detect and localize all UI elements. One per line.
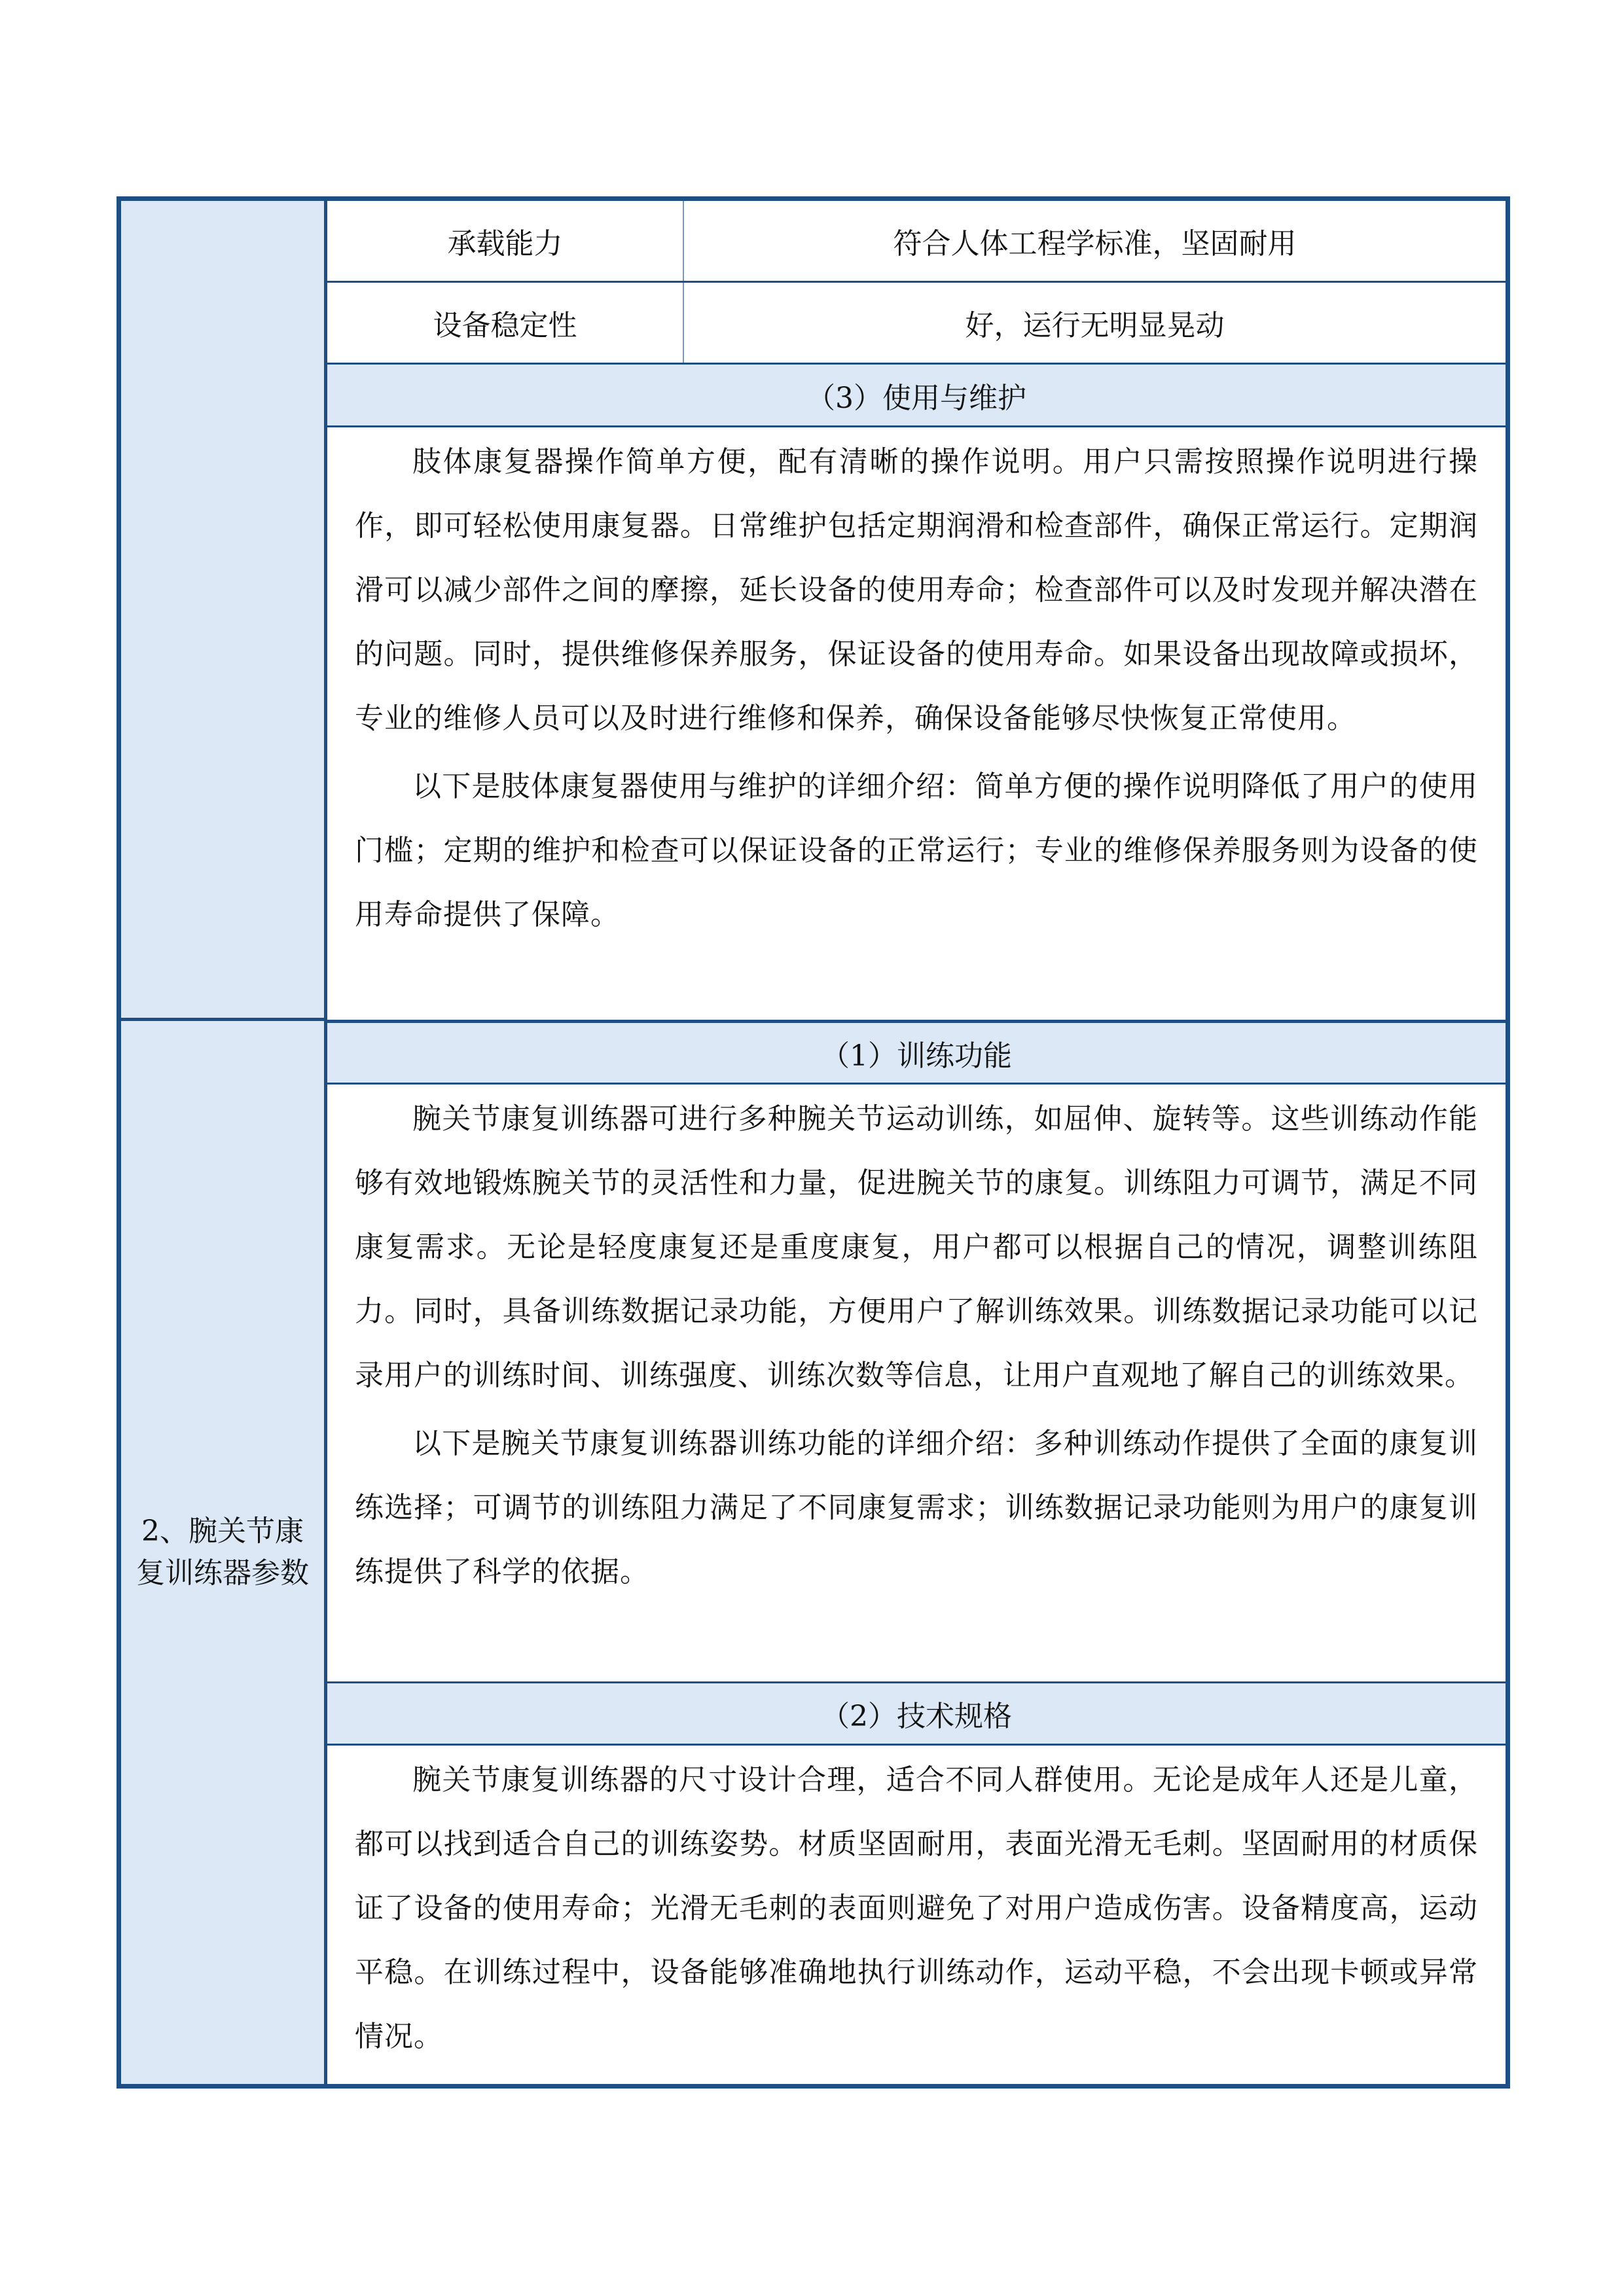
paragraph: 腕关节康复训练器可进行多种腕关节运动训练，如屈伸、旋转等。这些训练动作能够有效地锻炼腕关节的灵活性和力量，促进腕关节的康复。训练阻力可调节，满足不同康复需求。无论是轻度康复还是重度康复，用户都可以根据自己的情况，调整训练阻力。同时，具备训练数据记录功能，方便用户了解训练效果。训练数据记录功能可以记录用户的训练时间、训练强度、训练次数等信息，让用户直观地了解自己的训练效果。 — [355, 1102, 1478, 1392]
section-header-use-maintenance: （3）使用与维护 — [327, 365, 1506, 427]
training-body — [327, 1087, 1506, 1604]
section-header-training: （1）训练功能 — [327, 1023, 1506, 1085]
use-maintenance-body — [327, 430, 1506, 947]
spec-row-stability — [327, 283, 1506, 365]
paragraph: 腕关节康复训练器的尺寸设计合理，适合不同人群使用。无论是成年人还是儿童，都可以找到适合自己的训练姿势。材质坚固耐用，表面光滑无毛刺。坚固耐用的材质保证了设备的使用寿命；光滑无毛刺的表面则避免了对用户造成伤害。设备精度高，运动平稳。在训练过程中，设备能够准确地执行训练动作，运动平稳，不会出现卡顿或异常情况。 — [355, 1763, 1478, 2053]
section2-left-cell — [121, 1021, 327, 2084]
tech-specs-body — [327, 1748, 1506, 2069]
spec-value: 好，运行无明显晃动 — [965, 309, 1225, 342]
parameter-table — [117, 196, 1510, 2089]
spec-value: 符合人体工程学标准，坚固耐用 — [893, 227, 1297, 260]
section1-left-cell — [121, 201, 327, 1021]
section-header-tech-specs: （2）技术规格 — [327, 1681, 1506, 1746]
section2-label: 2、腕关节康复训练器参数 — [136, 1515, 309, 1590]
spec-key: 承载能力 — [327, 201, 684, 281]
paragraph: 以下是肢体康复器使用与维护的详细介绍：简单方便的操作说明降低了用户的使用门槛；定期的维护和检查可以保证设备的正常运行；专业的维修保养服务则为设备的使用寿命提供了保障。 — [355, 770, 1478, 931]
spec-row-load-capacity — [327, 201, 1506, 283]
spec-key: 设备稳定性 — [327, 283, 684, 363]
paragraph: 以下是腕关节康复训练器训练功能的详细介绍：多种训练动作提供了全面的康复训练选择；可调节的训练阻力满足了不同康复需求；训练数据记录功能则为用户的康复训练提供了科学的依据。 — [355, 1427, 1478, 1588]
paragraph: 肢体康复器操作简单方便，配有清晰的操作说明。用户只需按照操作说明进行操作，即可轻松使用康复器。日常维护包括定期润滑和检查部件，确保正常运行。定期润滑可以减少部件之间的摩擦，延长设备的使用寿命；检查部件可以及时发现并解决潜在的问题。同时，提供维修保养服务，保证设备的使用寿命。如果设备出现故障或损坏，专业的维修人员可以及时进行维修和保养，确保设备能够尽快恢复正常使用。 — [355, 445, 1478, 735]
